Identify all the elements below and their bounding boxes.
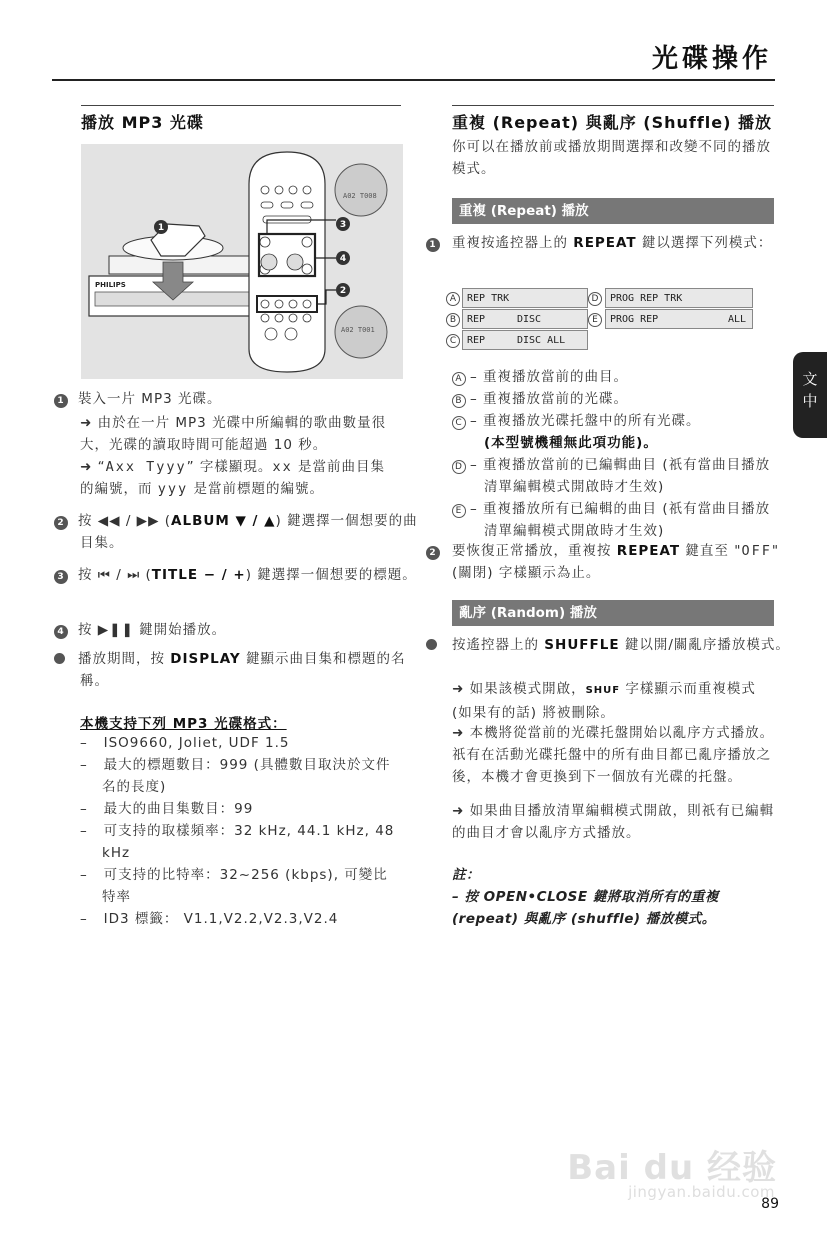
- album-key-label: ALBUM ▼ / ▲: [171, 513, 276, 529]
- bullet-dot: [54, 653, 65, 664]
- format-item-text: ISO9660, Joliet, UDF 1.5: [103, 735, 290, 751]
- left-section-title: 播放 MP3 光碟: [81, 113, 204, 132]
- mode-desc-text: – 重複播放所有已編輯的曲目 (祇有當曲目播放清單編輯模式開啟時才生效): [470, 501, 771, 539]
- right-intro: 你可以在播放前或播放期間選擇和改變不同的播放模式。: [452, 139, 771, 177]
- step-number-2: 2: [54, 516, 68, 530]
- left-step-1-sub2: [80, 456, 398, 500]
- step-number-3: 3: [54, 570, 68, 584]
- mode-desc-bold-note: (本型號機種無此項功能)。: [484, 435, 658, 451]
- svg-text:2: 2: [339, 286, 347, 296]
- right-step-2: [426, 540, 802, 584]
- right-step-1-post: 鍵以選擇下列模式：: [636, 235, 773, 251]
- format-item-text: ID3 標籤： V1.1,V2.2,V2.3,V2.4: [103, 911, 339, 927]
- mode-desc-tag: D: [452, 460, 466, 474]
- mode-tag-c: C: [446, 334, 460, 348]
- right-step-2-post: " (關閉) 字樣顯示為止。: [452, 543, 780, 581]
- shuffle-bullet: [426, 634, 802, 656]
- header-rule: [52, 79, 775, 81]
- left-step-4: [54, 619, 399, 641]
- note-text: – 按 OPEN•CLOSE 鍵將取消所有的重複 (repeat) 與亂序 (shuffle) 播放模式。: [452, 889, 719, 927]
- mode-tag-a: A: [446, 292, 460, 306]
- mode-tag-e: E: [588, 313, 602, 327]
- left-step-1: [54, 388, 399, 410]
- step-2-post: ) 鍵選擇一個想要的曲目集。: [80, 513, 418, 551]
- baidu-watermark: Bai du 经验: [567, 1148, 777, 1188]
- shuffle-sub1-a: ➜ 如果該模式開啟，: [452, 681, 586, 697]
- sub2-part-d: 是當前標題的編號。: [188, 481, 324, 497]
- side-tab-char-2: 中: [802, 392, 818, 410]
- shuffle-sub-1: [452, 678, 776, 724]
- page-header-title: 光碟操作: [651, 44, 772, 74]
- format-item: – ISO9660, Joliet, UDF 1.5: [80, 735, 290, 751]
- display-key-label: DISPLAY: [170, 651, 241, 667]
- step-3-post: ) 鍵選擇一個想要的標題。: [245, 567, 417, 583]
- right-step-2-mid: 鍵直至 ": [680, 543, 742, 559]
- mode-desc-item: [452, 388, 776, 410]
- lcd-text: REP: [467, 314, 486, 325]
- repeat-key-label: REPEAT: [616, 543, 681, 559]
- lcd-mode-e: [605, 309, 753, 329]
- format-item-text: 可支持的取樣頻率：32 kHz, 44.1 kHz, 48 kHz: [102, 823, 395, 861]
- left-section-rule: [81, 105, 401, 106]
- svg-text:1: 1: [157, 223, 165, 233]
- lcd-mode-b: [462, 309, 588, 329]
- segment-xx: xx: [272, 459, 293, 475]
- mode-desc-item: [452, 454, 776, 498]
- mode-desc-tag: E: [452, 504, 466, 518]
- player-brand: PHILIPS: [95, 281, 126, 289]
- random-section-bar: 亂序 (Random) 播放: [452, 600, 774, 626]
- mode-tag-b: B: [446, 313, 460, 327]
- mp3-illustration: [81, 144, 403, 379]
- shuffle-sub-3: ➜ 如果曲目播放清單編輯模式開啟，則祇有已編輯的曲目才會以亂序方式播放。: [452, 803, 775, 841]
- lcd-mode-c: [462, 330, 588, 350]
- side-tab-char-1: 文: [802, 370, 818, 388]
- lcd-mode-d: [605, 288, 753, 308]
- shuffle-key-label: SHUFFLE: [544, 637, 620, 653]
- lcd-text-right: DISC ALL: [517, 335, 566, 346]
- step-number-4: 4: [54, 625, 68, 639]
- sub2-part-b: ” 字樣顯現。: [186, 459, 273, 475]
- shuf-indicator: SHUF: [585, 685, 621, 696]
- format-item-text: 最大的曲目集數目：99: [103, 801, 254, 817]
- lcd-text-right: ALL: [727, 314, 746, 325]
- step-number-1: 1: [54, 394, 68, 408]
- formats-list: [80, 732, 398, 930]
- formats-title: 本機支持下列 MP3 光碟格式：: [80, 716, 287, 732]
- lcd-top-text: A02 T008: [343, 192, 377, 200]
- left-step-3: [54, 564, 425, 586]
- shuffle-post: 鍵以開/關亂序播放模式。: [619, 637, 790, 653]
- note-label: 註：: [452, 867, 480, 883]
- mode-desc-tag: B: [452, 394, 466, 408]
- sub2-part-a: ➜ “: [80, 459, 106, 475]
- format-item: – 最大的標題數目：999 (具體數目取決於文件名的長度): [80, 757, 391, 795]
- right-step-1-pre: 重複按遙控器上的: [452, 235, 574, 251]
- shuffle-sub1-b: 字樣顯示而重複模式 (如果有的話) 將被刪除。: [452, 681, 756, 721]
- format-item-text: 最大的標題數目：999 (具體數目取決於文件名的長度): [102, 757, 391, 795]
- bullet-dot: [426, 639, 437, 650]
- repeat-section-bar: 重複 (Repeat) 播放: [452, 198, 774, 224]
- page-number: 89: [761, 1196, 779, 1212]
- lcd-text: REP: [467, 335, 486, 346]
- mode-desc-tag: C: [452, 416, 466, 430]
- svg-text:4: 4: [339, 254, 347, 264]
- mode-tag-d: D: [588, 292, 602, 306]
- segment-yyy: yyy: [157, 481, 189, 497]
- left-step-1-sub1: ➜ 由於在一片 MP3 光碟中所編輯的歌曲數量很大，光碟的讀取時間可能超過 10 秒。: [80, 415, 387, 453]
- lcd-mode-a: [462, 288, 588, 308]
- sub2-part-c: 是當前曲目集的編號，而: [80, 459, 385, 497]
- mode-desc-text: – 重複播放光碟托盤中的所有光碟。: [470, 413, 701, 429]
- mode-desc-item: [452, 410, 776, 454]
- step-number-1: 1: [426, 238, 440, 252]
- left-bullet-display: [54, 648, 425, 692]
- lcd-text: REP TRK: [467, 293, 510, 304]
- svg-text:3: 3: [339, 220, 347, 230]
- right-section-rule: [452, 105, 774, 106]
- lcd-text: PROG REP: [610, 314, 659, 325]
- step-number-2: 2: [426, 546, 440, 560]
- off-segment-text: OFF: [741, 543, 772, 559]
- right-step-1: [426, 232, 802, 254]
- mode-desc-text: – 重複播放當前的曲目。: [470, 369, 629, 385]
- step-2-pre: 按 ◀◀ / ▶▶ (: [78, 513, 172, 529]
- language-side-tab: [793, 352, 827, 438]
- bullet-post: 鍵顯示曲目集和標題的名稱。: [80, 651, 406, 689]
- shuffle-sub-2: ➜ 本機將從當前的光碟托盤開始以亂序方式播放。祇有在活動光碟托盤中的所有曲目都已亂序播放之後，本機才會更換到下一個放有光碟的托盤。: [452, 725, 775, 785]
- lcd-text: PROG REP TRK: [610, 293, 683, 304]
- format-item: – 可支持的比特率：32~256 (kbps), 可變比特率: [80, 867, 388, 905]
- step-1-text: 裝入一片 MP3 光碟。: [78, 391, 222, 407]
- format-item: – 最大的曲目集數目：99: [80, 801, 254, 817]
- right-section-title: 重複 (Repeat) 與亂序 (Shuffle) 播放: [452, 113, 773, 132]
- shuffle-pre: 按遙控器上的: [452, 637, 545, 653]
- right-step-2-pre: 要恢復正常播放，重複按: [452, 543, 617, 559]
- mode-desc-text: – 重複播放當前的已編輯曲目 (祇有當曲目播放清單編輯模式開啟時才生效): [470, 457, 771, 495]
- mode-desc-list: [452, 366, 776, 542]
- mode-desc-text: – 重複播放當前的光碟。: [470, 391, 629, 407]
- mode-desc-item: [452, 498, 776, 542]
- mode-desc-tag: A: [452, 372, 466, 386]
- step-3-pre: 按 ⏮ / ⏭ (: [78, 567, 152, 583]
- lcd-bottom-text: A02 T001: [341, 326, 375, 334]
- bullet-pre: 播放期間，按: [78, 651, 171, 667]
- baidu-watermark-url: jingyan.baidu.com: [628, 1183, 775, 1201]
- lcd-text-right: DISC: [517, 314, 542, 325]
- format-item: – ID3 標籤： V1.1,V2.2,V2.3,V2.4: [80, 911, 339, 927]
- mode-desc-item: [452, 366, 776, 388]
- step-4-text: 按 ▶❚❚ 鍵開始播放。: [78, 622, 227, 638]
- title-key-label: TITLE − / +: [151, 567, 246, 583]
- format-item: – 可支持的取樣頻率：32 kHz, 44.1 kHz, 48 kHz: [80, 823, 395, 861]
- segment-display-text: Axx Tyyy: [105, 459, 187, 475]
- repeat-key-label: REPEAT: [573, 235, 637, 251]
- format-item-text: 可支持的比特率：32~256 (kbps), 可變比特率: [102, 867, 388, 905]
- remote-and-player-drawing: [81, 144, 403, 379]
- left-step-2: [54, 510, 425, 554]
